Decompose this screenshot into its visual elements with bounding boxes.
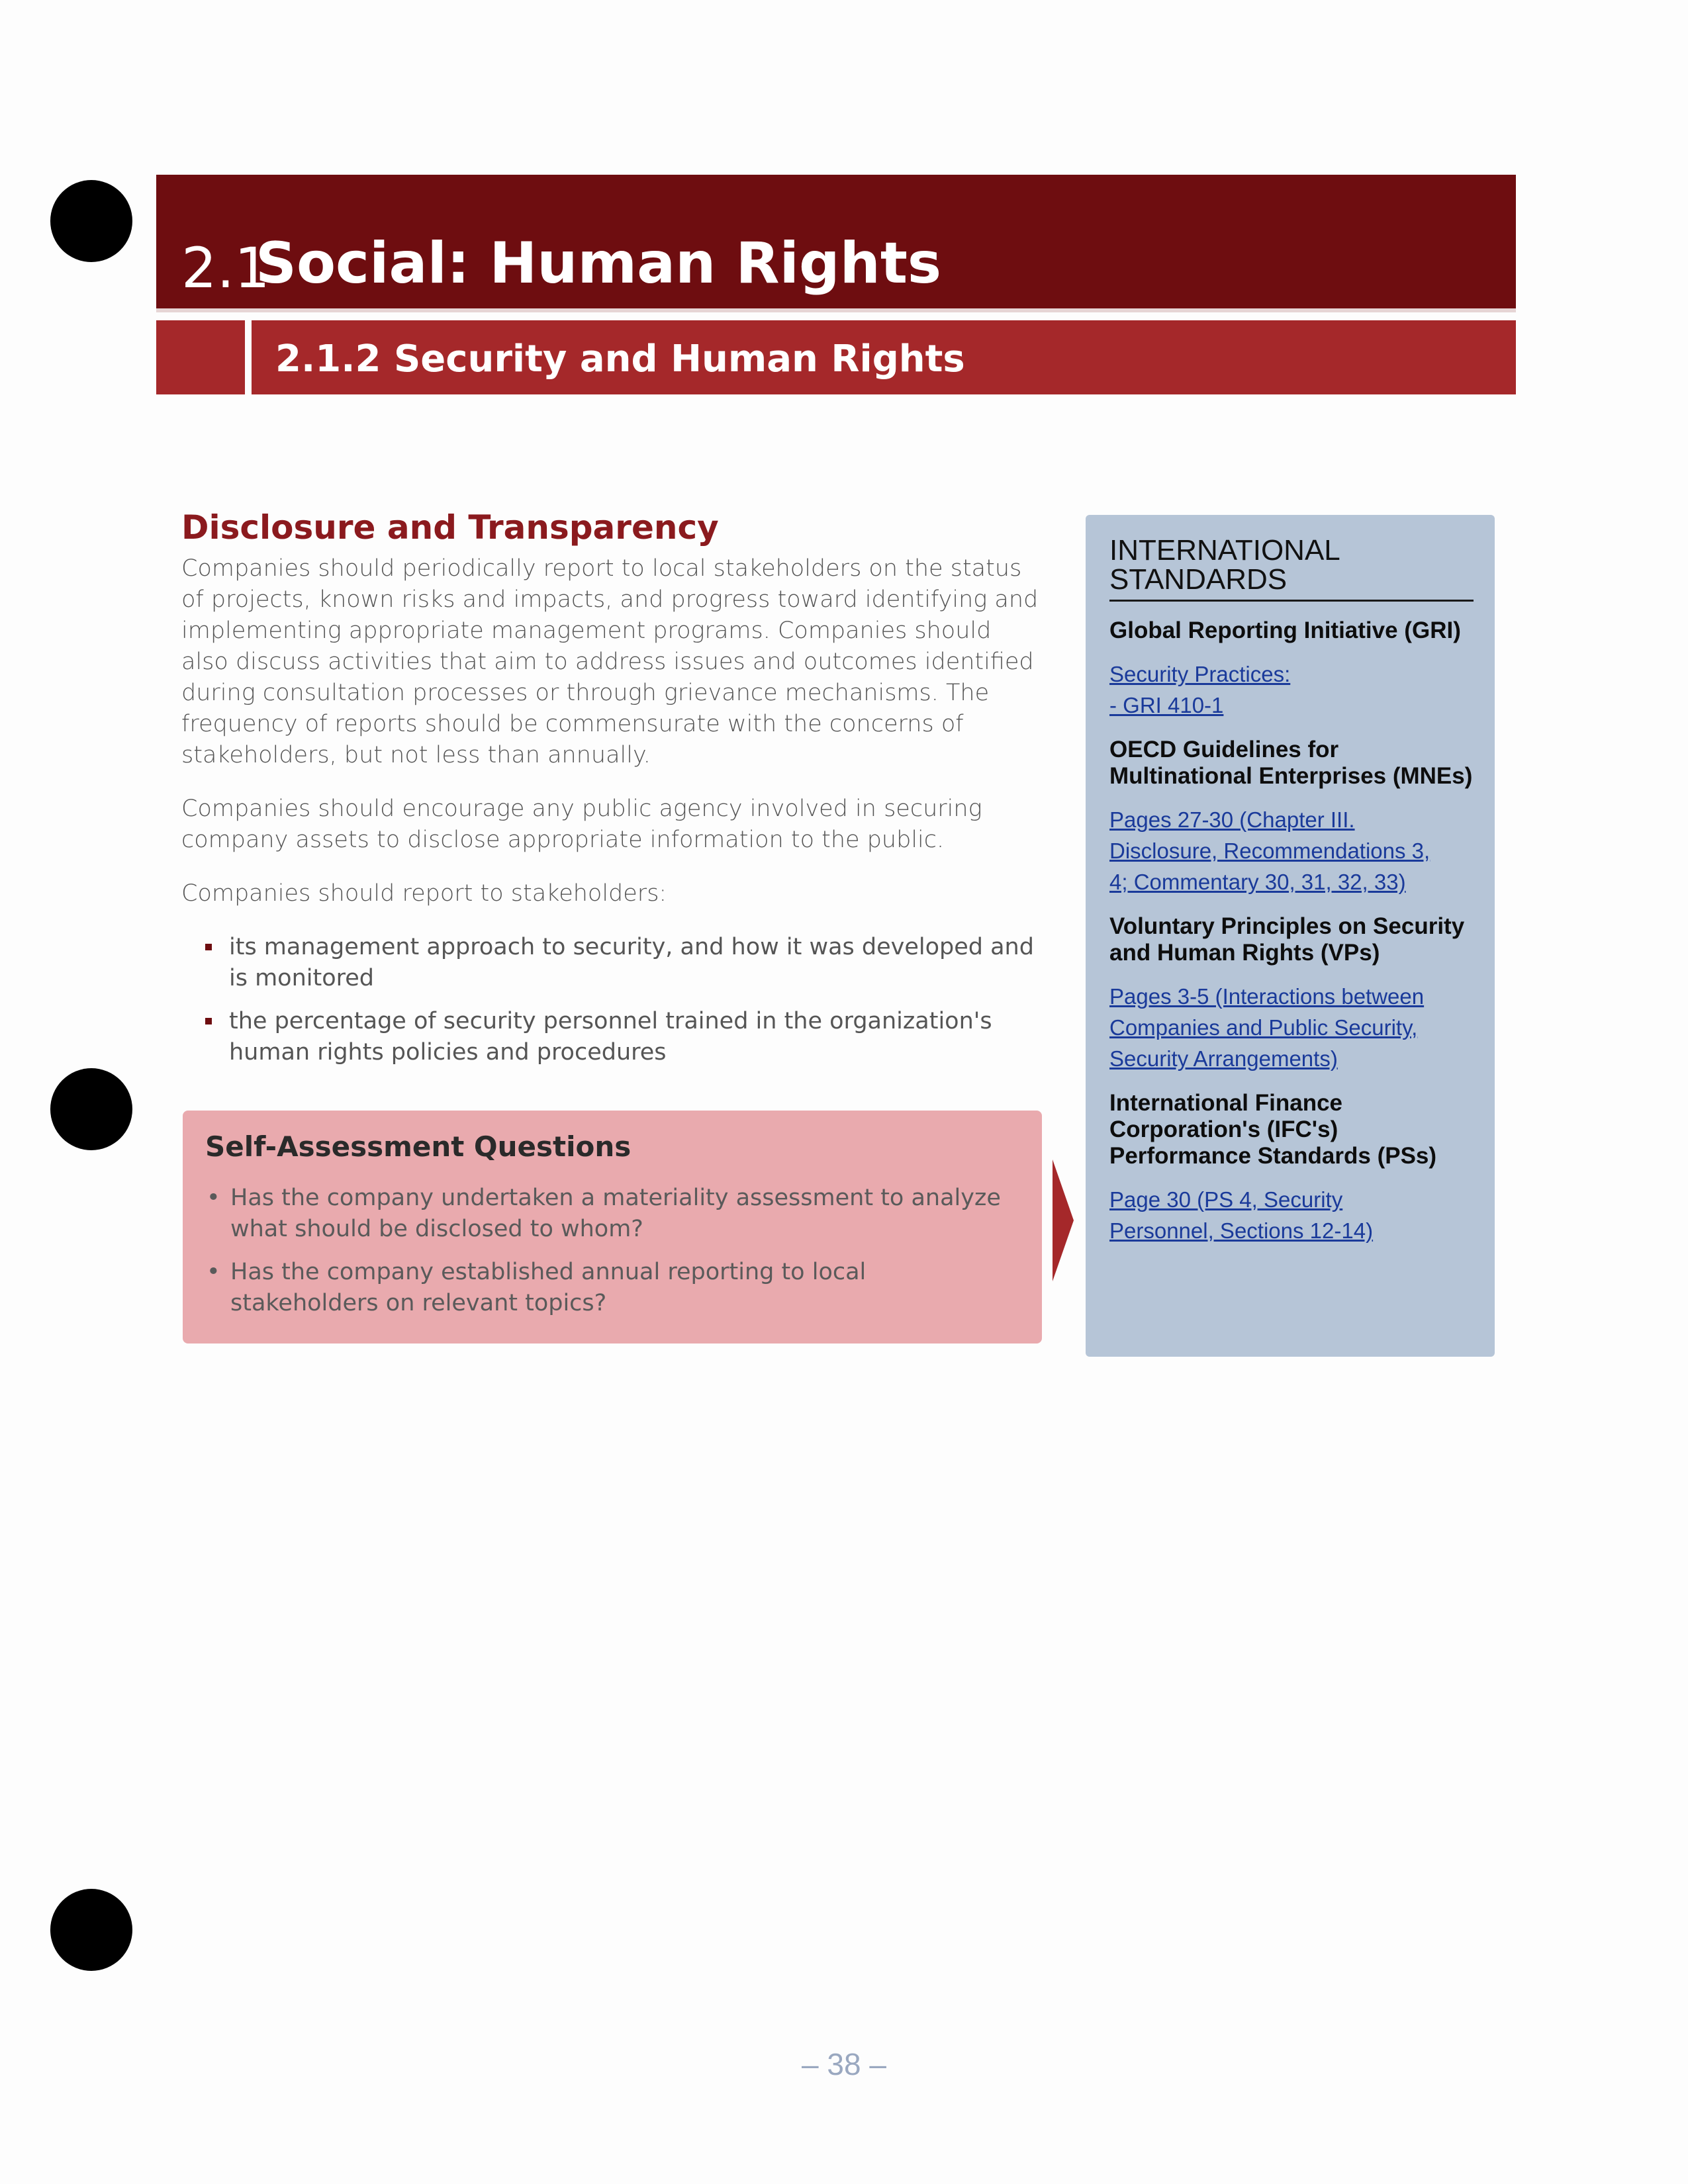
section-title: Social: Human Rights <box>256 230 942 296</box>
subsection-banner-tab <box>156 320 245 394</box>
bullet-item: the percentage of security personnel trained in the organization's human rights policies and procedures <box>229 1006 1042 1068</box>
binder-hole <box>50 180 132 262</box>
pointer-arrow-icon <box>1053 1160 1074 1281</box>
standard-link-line[interactable]: Personnel, Sections 12-14) <box>1109 1218 1374 1243</box>
question-item: • Has the company established annual reporting to local stakeholders on relevant topics? <box>230 1257 1019 1319</box>
paragraph: Companies should encourage any public agency involved in securing company assets to disclose appropriate information to the public. <box>181 796 982 853</box>
standard-link-line[interactable]: Security Practices: <box>1109 662 1291 686</box>
page-number: – 38 – <box>802 2047 886 2081</box>
standard-link-line[interactable]: Pages 27-30 (Chapter III. <box>1109 807 1355 832</box>
section-banner <box>156 175 1516 312</box>
standards-sidebar <box>1086 515 1495 1357</box>
bullet-list <box>181 932 1042 1068</box>
standard-link[interactable] <box>1109 804 1474 897</box>
section-number: 2.1 <box>181 236 270 300</box>
subsection-banner <box>252 320 1516 394</box>
standard-title: OECD Guidelines for Multinational Enterprises (MNEs) <box>1109 737 1473 789</box>
binder-hole <box>50 1068 132 1150</box>
standard-link-line[interactable]: Companies and Public Security, <box>1109 1015 1418 1040</box>
standard-link-line[interactable]: Disclosure, Recommendations 3, <box>1109 839 1430 863</box>
question-item: • Has the company undertaken a materiality assessment to analyze what should be disclosed to whom? <box>230 1183 1019 1245</box>
standard-link[interactable] <box>1109 981 1474 1074</box>
standards-header: INTERNATIONAL STANDARDS <box>1109 536 1474 602</box>
standard-link-line[interactable]: Security Arrangements) <box>1109 1046 1338 1071</box>
standard-link-line[interactable]: Pages 3-5 (Interactions between <box>1109 984 1425 1009</box>
standard-title: Global Reporting Initiative (GRI) <box>1109 617 1461 643</box>
standard-link-line[interactable]: 4; Commentary 30, 31, 32, 33) <box>1109 870 1406 894</box>
standard-link-line[interactable]: Page 30 (PS 4, Security <box>1109 1187 1343 1212</box>
self-assessment-box <box>183 1111 1042 1343</box>
self-assessment-title: Self-Assessment Questions <box>205 1130 632 1163</box>
paragraph: Companies should report to stakeholders: <box>181 880 667 907</box>
subsection-title: 2.1.2 Security and Human Rights <box>275 338 965 381</box>
standard-link[interactable] <box>1109 1184 1474 1246</box>
paragraph: Companies should periodically report to local stakeholders on the status of projects, known risks and impacts, and progress toward identifying and implementing appropriate management programs. Companies should also discuss activities that aim to address issues and outcomes identified during consultation processes or through grievance mechanisms. The frequency of reports should be commensurate with the concerns of stakeholders, but not less than annually. <box>181 555 1039 768</box>
binder-hole <box>50 1889 132 1971</box>
bullet-item: its management approach to security, and how it was developed and is monitored <box>229 932 1042 994</box>
standard-title: Voluntary Principles on Security and Human Rights (VPs) <box>1109 913 1465 966</box>
standard-link-line[interactable]: - GRI 410-1 <box>1109 693 1224 717</box>
standard-title: International Finance Corporation's (IFC's) Performance Standards (PSs) <box>1109 1090 1437 1169</box>
standard-link[interactable] <box>1109 659 1474 721</box>
main-content <box>181 508 1042 1080</box>
question-list <box>205 1183 1019 1319</box>
content-heading: Disclosure and Transparency <box>181 508 719 547</box>
